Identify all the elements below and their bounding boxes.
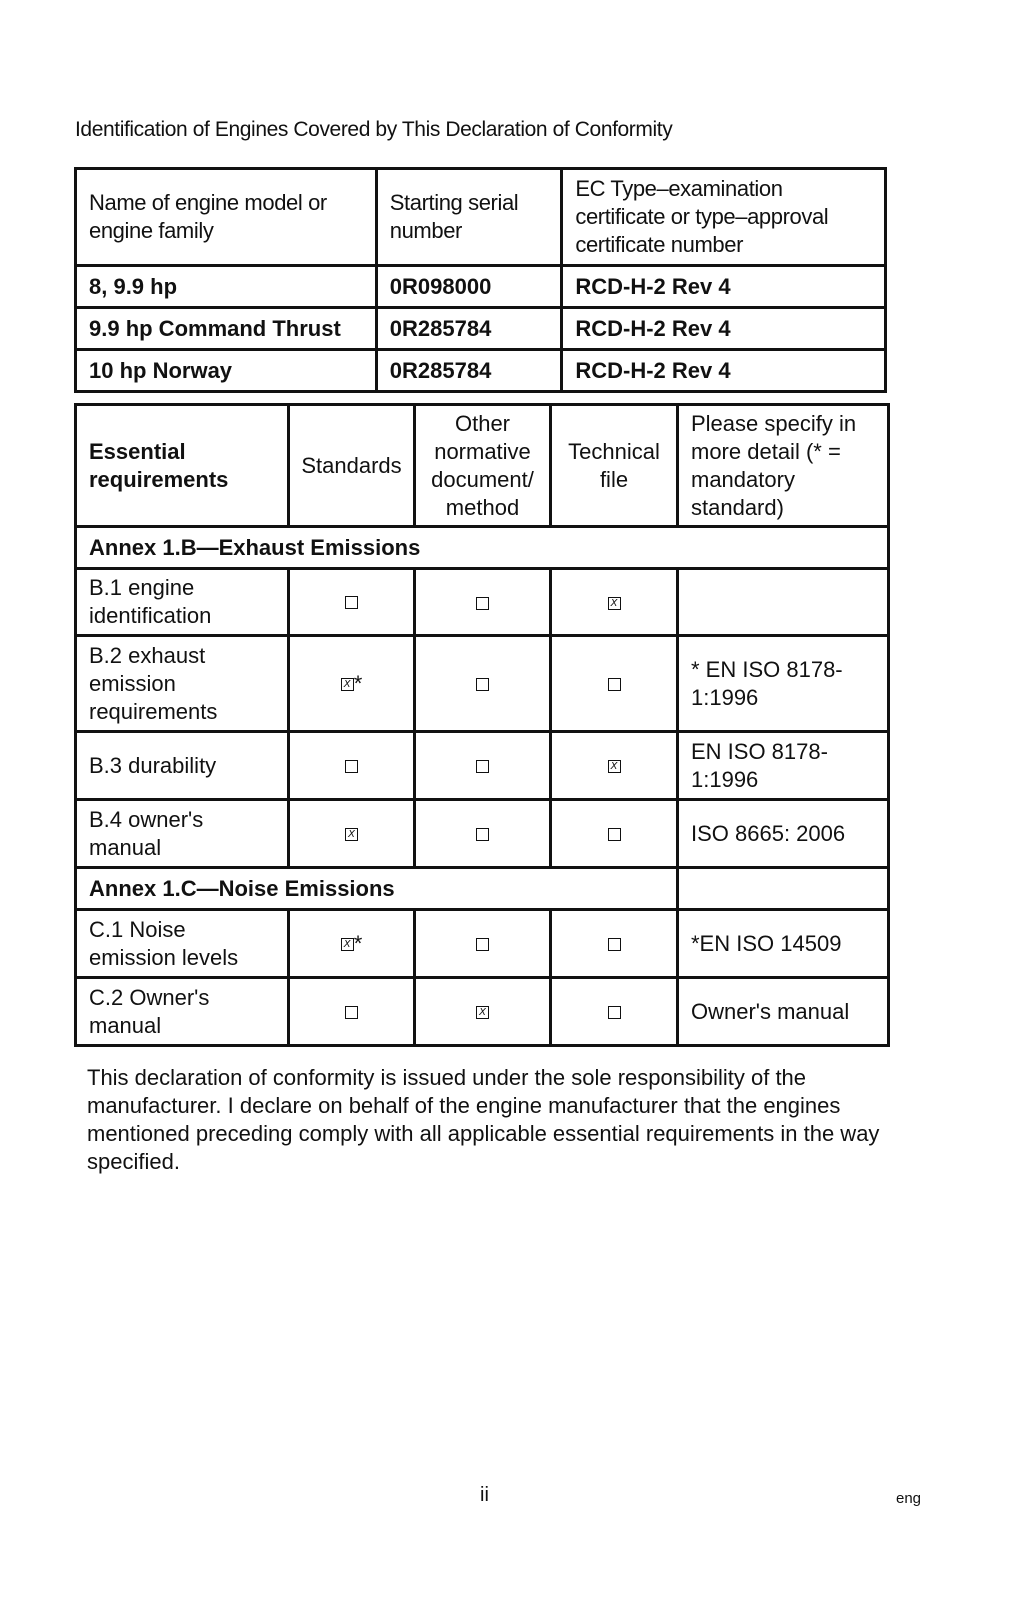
requirement-detail: *EN ISO 14509 bbox=[678, 910, 889, 978]
other-cell bbox=[415, 978, 551, 1046]
standards-checkbox bbox=[345, 1006, 358, 1019]
other-cell bbox=[415, 910, 551, 978]
standards-checkbox: X bbox=[341, 938, 354, 951]
serial-number: 0R285784 bbox=[376, 308, 562, 350]
annex-c-detail bbox=[678, 868, 889, 910]
requirement-label: C.2 Owner's manual bbox=[76, 978, 289, 1046]
requirement-detail: * EN ISO 8178-1:1996 bbox=[678, 636, 889, 732]
requirement-detail bbox=[678, 569, 889, 636]
header-other-normative: Other normative document/ method bbox=[415, 405, 551, 527]
standards-checkbox: X bbox=[345, 828, 358, 841]
requirement-label: B.3 durability bbox=[76, 732, 289, 800]
annex-b-title: Annex 1.B—Exhaust Emissions bbox=[76, 527, 889, 569]
technical-cell bbox=[551, 910, 678, 978]
mandatory-mark: * bbox=[353, 931, 363, 957]
requirement-label: B.1 engine identification bbox=[76, 569, 289, 636]
essential-requirements-table bbox=[74, 403, 890, 1047]
engine-model: 10 hp Norway bbox=[76, 350, 377, 392]
technical-cell bbox=[551, 569, 678, 636]
table-row bbox=[76, 350, 886, 392]
header-engine-model: Name of engine model or engine family bbox=[76, 169, 377, 266]
table-row bbox=[76, 910, 889, 978]
standards-checkbox bbox=[345, 760, 358, 773]
engine-model: 9.9 hp Command Thrust bbox=[76, 308, 377, 350]
header-specify-detail: Please specify in more detail (* = mandatory standard) bbox=[678, 405, 889, 527]
engine-identification-table bbox=[74, 167, 887, 393]
standards-checkbox: X bbox=[341, 678, 354, 691]
mandatory-mark: * bbox=[353, 671, 363, 697]
conformity-statement: This declaration of conformity is issued under the sole responsibility of the manufacturer. I declare on behalf of the engine manufacturer that the engines mentioned preceding comply with all applicable essential requirements in the way specified. bbox=[87, 1065, 880, 1174]
engine-model: 8, 9.9 hp bbox=[76, 266, 377, 308]
table-row bbox=[76, 308, 886, 350]
technical-cell bbox=[551, 732, 678, 800]
annex-row bbox=[76, 868, 889, 910]
technical-checkbox bbox=[608, 828, 621, 841]
other-cell bbox=[415, 732, 551, 800]
requirement-label: B.4 owner's manual bbox=[76, 800, 289, 868]
requirement-detail: EN ISO 8178-1:1996 bbox=[678, 732, 889, 800]
page-heading: Identification of Engines Covered by This Declaration of Conformity bbox=[75, 118, 673, 141]
other-checkbox bbox=[476, 828, 489, 841]
header-essential-requirements: Essential requirements bbox=[76, 405, 289, 527]
requirement-detail: Owner's manual bbox=[678, 978, 889, 1046]
standards-cell bbox=[289, 800, 415, 868]
technical-cell bbox=[551, 636, 678, 732]
standards-cell bbox=[289, 636, 415, 732]
other-checkbox bbox=[476, 760, 489, 773]
header-serial-number: Starting serial number bbox=[376, 169, 562, 266]
certificate-number: RCD-H-2 Rev 4 bbox=[562, 350, 886, 392]
standards-cell bbox=[289, 569, 415, 636]
header-standards: Standards bbox=[289, 405, 415, 527]
table-row bbox=[76, 569, 889, 636]
table-row bbox=[76, 732, 889, 800]
other-cell bbox=[415, 800, 551, 868]
technical-checkbox bbox=[608, 938, 621, 951]
technical-cell bbox=[551, 800, 678, 868]
standards-cell bbox=[289, 978, 415, 1046]
other-checkbox bbox=[476, 678, 489, 691]
annex-c-title: Annex 1.C—Noise Emissions bbox=[76, 868, 678, 910]
technical-cell bbox=[551, 978, 678, 1046]
technical-checkbox bbox=[608, 678, 621, 691]
table-header-row bbox=[76, 405, 889, 527]
table-row bbox=[76, 266, 886, 308]
serial-number: 0R285784 bbox=[376, 350, 562, 392]
standards-checkbox bbox=[345, 596, 358, 609]
technical-checkbox: X bbox=[608, 597, 621, 610]
technical-checkbox bbox=[608, 1006, 621, 1019]
standards-cell bbox=[289, 732, 415, 800]
requirement-label: C.1 Noise emission levels bbox=[76, 910, 289, 978]
table-row bbox=[76, 978, 889, 1046]
table-header-row bbox=[76, 169, 886, 266]
requirement-detail: ISO 8665: 2006 bbox=[678, 800, 889, 868]
other-cell bbox=[415, 569, 551, 636]
serial-number: 0R098000 bbox=[376, 266, 562, 308]
other-checkbox bbox=[476, 597, 489, 610]
standards-cell bbox=[289, 910, 415, 978]
other-checkbox bbox=[476, 938, 489, 951]
certificate-number: RCD-H-2 Rev 4 bbox=[562, 308, 886, 350]
requirement-label: B.2 exhaust emission requirements bbox=[76, 636, 289, 732]
header-certificate-number: EC Type–examination certificate or type–approval certificate number bbox=[562, 169, 886, 266]
other-checkbox: X bbox=[476, 1006, 489, 1019]
certificate-number: RCD-H-2 Rev 4 bbox=[562, 266, 886, 308]
language-code: eng bbox=[896, 1490, 922, 1507]
other-cell bbox=[415, 636, 551, 732]
annex-row bbox=[76, 527, 889, 569]
table-row bbox=[76, 800, 889, 868]
technical-checkbox: X bbox=[608, 760, 621, 773]
page-number: ii bbox=[480, 1484, 489, 1506]
header-technical-file: Technical file bbox=[551, 405, 678, 527]
table-row bbox=[76, 636, 889, 732]
